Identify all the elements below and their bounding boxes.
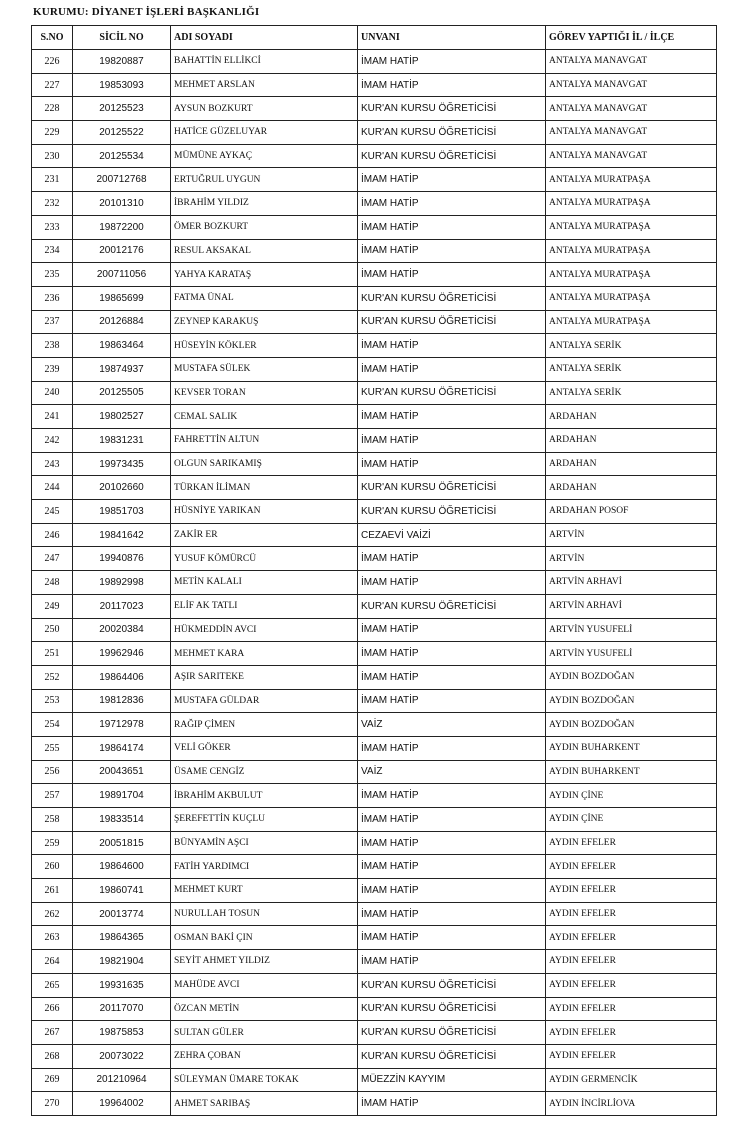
cell-duty-location: AYDIN BOZDOĞAN [546,665,717,689]
cell-sicil-no: 201210964 [73,1068,171,1092]
cell-full-name: NURULLAH TOSUN [171,902,358,926]
cell-title: İMAM HATİP [358,452,546,476]
cell-title: İMAM HATİP [358,642,546,666]
cell-sicil-no: 19874937 [73,357,171,381]
table-header [32,26,717,50]
cell-sicil-no: 20117023 [73,594,171,618]
table-row [32,689,717,713]
table-row [32,831,717,855]
cell-full-name: FATİH YARDIMCI [171,855,358,879]
header-sicil-no: SİCİL NO [73,26,171,50]
cell-title: KUR'AN KURSU ÖĞRETİCİSİ [358,286,546,310]
header-row [32,26,717,50]
cell-sno: 246 [32,523,73,547]
cell-duty-location: ARTVİN [546,547,717,571]
cell-title: KUR'AN KURSU ÖĞRETİCİSİ [358,973,546,997]
cell-sicil-no: 20043651 [73,760,171,784]
table-row [32,429,717,453]
table-row [32,263,717,287]
cell-full-name: YUSUF KÖMÜRCÜ [171,547,358,571]
table-row [32,1092,717,1116]
table-body [32,50,717,1116]
table-row [32,808,717,832]
institution-title: KURUMU: DİYANET İŞLERİ BAŞKANLIĞI [33,6,260,18]
cell-title: İMAM HATİP [358,571,546,595]
cell-full-name: METİN KALALI [171,571,358,595]
cell-sno: 269 [32,1068,73,1092]
cell-duty-location: AYDIN ÇİNE [546,784,717,808]
cell-duty-location: AYDIN BUHARKENT [546,736,717,760]
table-row [32,121,717,145]
cell-sno: 230 [32,144,73,168]
cell-sno: 231 [32,168,73,192]
cell-sno: 258 [32,808,73,832]
cell-sicil-no: 19831231 [73,429,171,453]
cell-sicil-no: 20125522 [73,121,171,145]
cell-title: İMAM HATİP [358,879,546,903]
table-row [32,713,717,737]
cell-sno: 236 [32,286,73,310]
cell-title: MÜEZZİN KAYYIM [358,1068,546,1092]
cell-duty-location: AYDIN EFELER [546,879,717,903]
cell-sno: 249 [32,594,73,618]
cell-sicil-no: 19940876 [73,547,171,571]
table-row [32,334,717,358]
cell-sicil-no: 19812836 [73,689,171,713]
cell-full-name: HÜSEYİN KÖKLER [171,334,358,358]
cell-duty-location: ARTVİN ARHAVİ [546,594,717,618]
cell-title: İMAM HATİP [358,239,546,263]
cell-title: İMAM HATİP [358,950,546,974]
table-row [32,997,717,1021]
table-row [32,215,717,239]
cell-title: İMAM HATİP [358,263,546,287]
cell-duty-location: AYDIN BOZDOĞAN [546,689,717,713]
cell-full-name: SULTAN GÜLER [171,1021,358,1045]
cell-sicil-no: 19820887 [73,50,171,74]
cell-title: VAİZ [358,760,546,784]
cell-sicil-no: 20102660 [73,476,171,500]
table-row [32,760,717,784]
table-row [32,73,717,97]
table-row [32,594,717,618]
cell-title: KUR'AN KURSU ÖĞRETİCİSİ [358,121,546,145]
cell-sicil-no: 19863464 [73,334,171,358]
cell-title: İMAM HATİP [358,618,546,642]
cell-full-name: ÖZCAN METİN [171,997,358,1021]
cell-duty-location: AYDIN EFELER [546,1044,717,1068]
cell-title: İMAM HATİP [358,902,546,926]
cell-sicil-no: 19802527 [73,405,171,429]
cell-full-name: AHMET SARIBAŞ [171,1092,358,1116]
cell-duty-location: ANTALYA SERİK [546,381,717,405]
cell-sicil-no: 20125534 [73,144,171,168]
cell-duty-location: ANTALYA MURATPAŞA [546,286,717,310]
cell-sicil-no: 19851703 [73,500,171,524]
cell-title: İMAM HATİP [358,192,546,216]
personnel-table [31,25,717,1116]
cell-duty-location: ARTVİN YUSUFELİ [546,642,717,666]
cell-duty-location: ANTALYA MURATPAŞA [546,310,717,334]
cell-sno: 227 [32,73,73,97]
cell-duty-location: ARTVİN [546,523,717,547]
cell-duty-location: AYDIN EFELER [546,902,717,926]
cell-sno: 253 [32,689,73,713]
cell-sno: 270 [32,1092,73,1116]
table-row [32,950,717,974]
header-full-name: ADI SOYADI [171,26,358,50]
cell-title: KUR'AN KURSU ÖĞRETİCİSİ [358,594,546,618]
cell-duty-location: AYDIN ÇİNE [546,808,717,832]
cell-title: İMAM HATİP [358,334,546,358]
cell-duty-location: ARDAHAN [546,452,717,476]
cell-full-name: HÜSNİYE YARIKAN [171,500,358,524]
cell-full-name: AYSUN BOZKURT [171,97,358,121]
cell-sicil-no: 19712978 [73,713,171,737]
header-duty-location: GÖREV YAPTIĞI İL / İLÇE [546,26,717,50]
cell-full-name: ÖMER BOZKURT [171,215,358,239]
cell-sno: 229 [32,121,73,145]
cell-full-name: BAHATTİN ELLİKCİ [171,50,358,74]
cell-sicil-no: 20020384 [73,618,171,642]
cell-sno: 235 [32,263,73,287]
cell-duty-location: ANTALYA MURATPAŞA [546,263,717,287]
cell-duty-location: AYDIN İNCİRLİOVA [546,1092,717,1116]
cell-title: KUR'AN KURSU ÖĞRETİCİSİ [358,97,546,121]
cell-full-name: MEHMET KARA [171,642,358,666]
cell-full-name: ELİF AK TATLI [171,594,358,618]
cell-sicil-no: 19860741 [73,879,171,903]
cell-sno: 250 [32,618,73,642]
cell-full-name: OLGUN SARIKAMIŞ [171,452,358,476]
cell-title: KUR'AN KURSU ÖĞRETİCİSİ [358,1021,546,1045]
cell-duty-location: ARDAHAN POSOF [546,500,717,524]
cell-sicil-no: 20073022 [73,1044,171,1068]
cell-duty-location: ANTALYA MANAVGAT [546,97,717,121]
cell-full-name: MÜMÜNE AYKAÇ [171,144,358,168]
table-row [32,500,717,524]
cell-sicil-no: 20117070 [73,997,171,1021]
cell-duty-location: ANTALYA MANAVGAT [546,73,717,97]
cell-sno: 233 [32,215,73,239]
cell-duty-location: AYDIN EFELER [546,997,717,1021]
cell-full-name: HATİCE GÜZELUYAR [171,121,358,145]
cell-sno: 266 [32,997,73,1021]
cell-full-name: YAHYA KARATAŞ [171,263,358,287]
table-row [32,1068,717,1092]
cell-sno: 261 [32,879,73,903]
cell-duty-location: ANTALYA MURATPAŞA [546,168,717,192]
cell-sno: 240 [32,381,73,405]
cell-title: KUR'AN KURSU ÖĞRETİCİSİ [358,1044,546,1068]
table-row [32,452,717,476]
cell-title: İMAM HATİP [358,50,546,74]
table-row [32,286,717,310]
table-row [32,168,717,192]
cell-sno: 265 [32,973,73,997]
table-row [32,381,717,405]
cell-title: İMAM HATİP [358,357,546,381]
cell-sicil-no: 19875853 [73,1021,171,1045]
cell-full-name: BÜNYAMİN AŞCI [171,831,358,855]
cell-duty-location: ANTALYA SERİK [546,357,717,381]
cell-full-name: OSMAN BAKİ ÇIN [171,926,358,950]
cell-title: İMAM HATİP [358,405,546,429]
table-row [32,902,717,926]
cell-sno: 259 [32,831,73,855]
cell-sicil-no: 19841642 [73,523,171,547]
cell-duty-location: AYDIN EFELER [546,831,717,855]
cell-sicil-no: 19853093 [73,73,171,97]
cell-duty-location: AYDIN EFELER [546,950,717,974]
cell-title: İMAM HATİP [358,665,546,689]
cell-sno: 228 [32,97,73,121]
table-row [32,784,717,808]
cell-sno: 239 [32,357,73,381]
cell-sno: 260 [32,855,73,879]
cell-sicil-no: 19892998 [73,571,171,595]
cell-full-name: FAHRETTİN ALTUN [171,429,358,453]
table-row [32,855,717,879]
cell-sno: 243 [32,452,73,476]
cell-duty-location: ANTALYA MANAVGAT [546,144,717,168]
cell-sicil-no: 19973435 [73,452,171,476]
cell-full-name: RAĞIP ÇİMEN [171,713,358,737]
table-row [32,926,717,950]
cell-full-name: MUSTAFA SÜLEK [171,357,358,381]
table-row [32,736,717,760]
header-sno: S.NO [32,26,73,50]
cell-duty-location: ANTALYA MURATPAŞA [546,192,717,216]
cell-full-name: ÜSAME CENGİZ [171,760,358,784]
table-row [32,1021,717,1045]
cell-full-name: İBRAHİM YILDIZ [171,192,358,216]
cell-duty-location: AYDIN EFELER [546,973,717,997]
cell-sno: 244 [32,476,73,500]
cell-sicil-no: 20126884 [73,310,171,334]
cell-sno: 238 [32,334,73,358]
cell-duty-location: ARTVİN ARHAVİ [546,571,717,595]
cell-duty-location: ANTALYA MANAVGAT [546,50,717,74]
cell-duty-location: AYDIN BUHARKENT [546,760,717,784]
cell-sno: 257 [32,784,73,808]
cell-sicil-no: 200711056 [73,263,171,287]
cell-sno: 267 [32,1021,73,1045]
cell-sno: 234 [32,239,73,263]
cell-sicil-no: 19872200 [73,215,171,239]
cell-full-name: FATMA ÜNAL [171,286,358,310]
cell-duty-location: ANTALYA MANAVGAT [546,121,717,145]
cell-full-name: AŞIR SARITEKE [171,665,358,689]
table-row [32,571,717,595]
cell-full-name: ZAKİR ER [171,523,358,547]
cell-duty-location: ARDAHAN [546,405,717,429]
cell-duty-location: ARDAHAN [546,429,717,453]
table-row [32,618,717,642]
cell-duty-location: ARDAHAN [546,476,717,500]
cell-title: VAİZ [358,713,546,737]
cell-title: İMAM HATİP [358,831,546,855]
cell-sicil-no: 19962946 [73,642,171,666]
cell-duty-location: ANTALYA MURATPAŞA [546,239,717,263]
cell-title: İMAM HATİP [358,855,546,879]
cell-full-name: VELİ GÖKER [171,736,358,760]
table-row [32,665,717,689]
cell-duty-location: ANTALYA MURATPAŞA [546,215,717,239]
cell-full-name: TÜRKAN İLİMAN [171,476,358,500]
cell-title: İMAM HATİP [358,429,546,453]
cell-sno: 252 [32,665,73,689]
cell-duty-location: AYDIN EFELER [546,1021,717,1045]
cell-sicil-no: 200712768 [73,168,171,192]
cell-sno: 251 [32,642,73,666]
cell-duty-location: AYDIN EFELER [546,855,717,879]
cell-full-name: ERTUĞRUL UYGUN [171,168,358,192]
cell-sicil-no: 19833514 [73,808,171,832]
cell-sicil-no: 19864406 [73,665,171,689]
cell-sicil-no: 20051815 [73,831,171,855]
cell-sno: 241 [32,405,73,429]
cell-sno: 254 [32,713,73,737]
cell-title: İMAM HATİP [358,784,546,808]
cell-full-name: SEYİT AHMET YILDIZ [171,950,358,974]
cell-title: CEZAEVİ VAİZİ [358,523,546,547]
cell-full-name: MEHMET ARSLAN [171,73,358,97]
cell-sno: 255 [32,736,73,760]
cell-title: İMAM HATİP [358,808,546,832]
cell-full-name: RESUL AKSAKAL [171,239,358,263]
table-row [32,357,717,381]
cell-full-name: MUSTAFA GÜLDAR [171,689,358,713]
cell-full-name: ZEYNEP KARAKUŞ [171,310,358,334]
table-row [32,642,717,666]
cell-sicil-no: 20013774 [73,902,171,926]
cell-sicil-no: 19931635 [73,973,171,997]
cell-full-name: ZEHRA ÇOBAN [171,1044,358,1068]
cell-title: KUR'AN KURSU ÖĞRETİCİSİ [358,476,546,500]
cell-title: KUR'AN KURSU ÖĞRETİCİSİ [358,997,546,1021]
cell-title: İMAM HATİP [358,926,546,950]
cell-sno: 242 [32,429,73,453]
cell-title: İMAM HATİP [358,689,546,713]
cell-full-name: İBRAHİM AKBULUT [171,784,358,808]
cell-full-name: MAHÜDE AVCI [171,973,358,997]
cell-duty-location: AYDIN GERMENCİK [546,1068,717,1092]
cell-sicil-no: 19821904 [73,950,171,974]
cell-sicil-no: 20125523 [73,97,171,121]
cell-sno: 226 [32,50,73,74]
cell-sno: 263 [32,926,73,950]
table-row [32,879,717,903]
header-title: UNVANI [358,26,546,50]
cell-title: KUR'AN KURSU ÖĞRETİCİSİ [358,500,546,524]
cell-sicil-no: 20125505 [73,381,171,405]
cell-sicil-no: 19864365 [73,926,171,950]
cell-duty-location: ARTVİN YUSUFELİ [546,618,717,642]
cell-sno: 264 [32,950,73,974]
cell-sicil-no: 20012176 [73,239,171,263]
cell-sno: 248 [32,571,73,595]
cell-title: İMAM HATİP [358,215,546,239]
cell-sno: 247 [32,547,73,571]
cell-sno: 256 [32,760,73,784]
cell-duty-location: AYDIN BOZDOĞAN [546,713,717,737]
cell-sno: 237 [32,310,73,334]
cell-full-name: SÜLEYMAN ÜMARE TOKAK [171,1068,358,1092]
cell-title: İMAM HATİP [358,1092,546,1116]
cell-sicil-no: 20101310 [73,192,171,216]
cell-sno: 268 [32,1044,73,1068]
table-row [32,476,717,500]
cell-sicil-no: 19864600 [73,855,171,879]
cell-title: İMAM HATİP [358,736,546,760]
cell-full-name: CEMAL SALIK [171,405,358,429]
table-row [32,547,717,571]
cell-sicil-no: 19865699 [73,286,171,310]
table-row [32,144,717,168]
cell-sicil-no: 19864174 [73,736,171,760]
cell-title: KUR'AN KURSU ÖĞRETİCİSİ [358,144,546,168]
cell-full-name: KEVSER TORAN [171,381,358,405]
table-row [32,310,717,334]
cell-title: İMAM HATİP [358,168,546,192]
cell-title: KUR'AN KURSU ÖĞRETİCİSİ [358,310,546,334]
cell-sno: 245 [32,500,73,524]
table-row [32,50,717,74]
cell-sicil-no: 19891704 [73,784,171,808]
table-row [32,973,717,997]
cell-sno: 262 [32,902,73,926]
cell-title: İMAM HATİP [358,73,546,97]
table-row [32,192,717,216]
cell-duty-location: AYDIN EFELER [546,926,717,950]
cell-full-name: MEHMET KURT [171,879,358,903]
cell-title: KUR'AN KURSU ÖĞRETİCİSİ [358,381,546,405]
cell-sno: 232 [32,192,73,216]
cell-title: İMAM HATİP [358,547,546,571]
table-row [32,239,717,263]
cell-duty-location: ANTALYA SERİK [546,334,717,358]
table-row [32,97,717,121]
cell-full-name: HÜKMEDDİN AVCI [171,618,358,642]
table-row [32,523,717,547]
table-row [32,405,717,429]
cell-sicil-no: 19964002 [73,1092,171,1116]
cell-full-name: ŞEREFETTİN KUÇLU [171,808,358,832]
table-row [32,1044,717,1068]
